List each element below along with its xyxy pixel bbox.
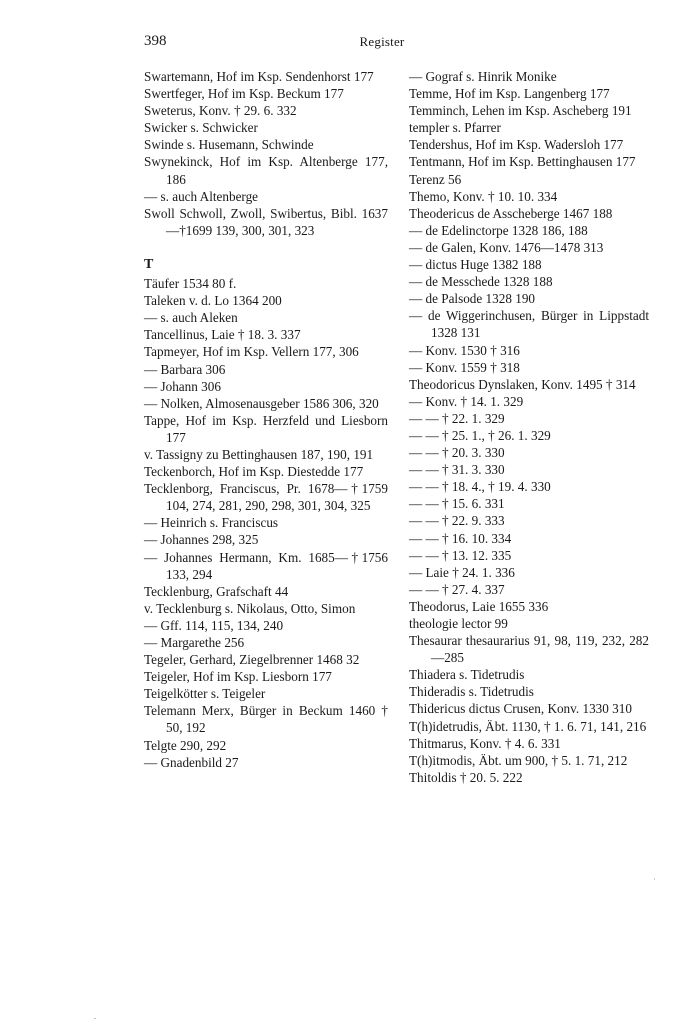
index-entry: Thiadera s. Tidetrudis bbox=[409, 667, 525, 683]
index-entry: — Margarethe 256 bbox=[144, 635, 245, 650]
index-entry: Tapmeyer, Hof im Ksp. Vellern 177, 306 bbox=[144, 344, 359, 360]
index-entry: T(h)itmodis, Äbt. um 900, † 5. 1. 71, 212 bbox=[409, 752, 628, 768]
index-entry: — de Wiggerinchusen, Bürger in Lippstadt 1328 131 bbox=[409, 308, 649, 341]
index-entry: Tegeler, Gerhard, Ziegelbrenner 1468 32 bbox=[144, 652, 360, 668]
index-entry: — de Palsode 1328 190 bbox=[409, 291, 536, 307]
index-entry: — Gograf s. Hinrik Monike bbox=[409, 69, 557, 84]
index-entry: Swynekinck, Hof im Ksp. Altenberge 177, 186 bbox=[144, 154, 388, 187]
letter-heading: T bbox=[144, 256, 154, 272]
index-entry: — Nolken, Almosenausgeber 1586 306, 320 bbox=[144, 395, 379, 411]
index-entry: Taleken v. d. Lo 1364 200 bbox=[144, 293, 282, 309]
index-entry: Tappe, Hof im Ksp. Herzfeld und Liesborn 177 bbox=[144, 412, 388, 445]
index-entry: Tecklenburg, Grafschaft 44 bbox=[144, 583, 289, 599]
index-entry: Thidericus dictus Crusen, Konv. 1330 310 bbox=[409, 701, 632, 717]
index-entry: T(h)idetrudis, Äbt. 1130, † 1. 6. 71, 141, 216 bbox=[409, 718, 647, 734]
index-entry: — Gff. 114, 115, 134, 240 bbox=[144, 617, 284, 633]
scan-speck bbox=[94, 1018, 96, 1019]
index-entry: Teigelkötter s. Teigeler bbox=[144, 686, 266, 702]
index-entry: Teckenborch, Hof im Ksp. Diestedde 177 bbox=[144, 464, 364, 480]
index-entry: — — † 16. 10. 334 bbox=[409, 530, 512, 546]
index-entry: — — † 22. 9. 333 bbox=[409, 513, 505, 529]
index-entry: Tancellinus, Laie † 18. 3. 337 bbox=[144, 327, 301, 343]
index-entry: Swicker s. Schwicker bbox=[144, 120, 258, 136]
index-entry: Thideradis s. Tidetrudis bbox=[409, 684, 534, 700]
index-entry: Tendershus, Hof im Ksp. Wadersloh 177 bbox=[409, 137, 624, 153]
index-entry: — dictus Huge 1382 188 bbox=[409, 257, 542, 273]
index-entry: — — † 25. 1., † 26. 1. 329 bbox=[409, 427, 551, 443]
scan-speck bbox=[654, 878, 655, 880]
page-number: 398 bbox=[144, 33, 167, 49]
index-entry: Thitmarus, Konv. † 4. 6. 331 bbox=[409, 735, 561, 751]
index-entry: Theodoricus Dynslaken, Konv. 1495 † 314 bbox=[409, 376, 636, 392]
index-entry: Telemann Merx, Bürger in Beckum 1460 † 50, 192 bbox=[144, 703, 388, 736]
index-entry: Telgte 290, 292 bbox=[144, 737, 227, 753]
index-entry: — s. auch Aleken bbox=[144, 310, 238, 326]
index-entry: — — † 18. 4., † 19. 4. 330 bbox=[409, 479, 551, 495]
running-head: Register bbox=[359, 34, 405, 49]
index-entry: — Johannes 298, 325 bbox=[144, 532, 259, 548]
index-entry: — Johannes Hermann, Km. 1685—†1756 133, 294 bbox=[144, 549, 388, 582]
index-entry: — Barbara 306 bbox=[144, 361, 226, 377]
index-entry: Themo, Konv. † 10. 10. 334 bbox=[409, 188, 558, 204]
index-entry: v. Tassigny zu Bettinghausen 187, 190, 191 bbox=[144, 446, 374, 462]
index-entry: Temminch, Lehen im Ksp. Ascheberg 191 bbox=[409, 103, 632, 119]
index-entry: — — † 31. 3. 330 bbox=[409, 462, 505, 478]
index-entry: v. Tecklenburg s. Nikolaus, Otto, Simon bbox=[144, 600, 356, 616]
index-entry: Tecklenborg, Franciscus, Pr. 1678—†1759 104, 274, 281, 290, 298, 301, 304, 325 bbox=[144, 481, 388, 514]
index-column-right bbox=[409, 68, 649, 786]
index-entry: theologie lector 99 bbox=[409, 616, 508, 631]
index-entry: Swoll Schwoll, Zwoll, Swibertus, Bibl. 1637—†1699 139, 300, 301, 323 bbox=[144, 205, 388, 238]
index-entry: — — † 13. 12. 335 bbox=[409, 547, 512, 563]
index-entry: — de Messchede 1328 188 bbox=[409, 274, 553, 290]
index-entry: — Konv. † 14. 1. 329 bbox=[409, 393, 524, 409]
index-entry: Teigeler, Hof im Ksp. Liesborn 177 bbox=[144, 669, 332, 685]
index-entry: Theodericus de Asscheberge 1467 188 bbox=[409, 205, 613, 221]
index-entry: — — † 15. 6. 331 bbox=[409, 496, 505, 512]
index-entry: — — † 20. 3. 330 bbox=[409, 445, 505, 461]
index-entry: Terenz 56 bbox=[409, 171, 462, 187]
index-entry: — Johann 306 bbox=[144, 378, 221, 394]
index-entry: Swertfeger, Hof im Ksp. Beckum 177 bbox=[144, 86, 344, 102]
index-entry: — Konv. 1559 † 318 bbox=[409, 359, 520, 375]
index-entry: Swartemann, Hof im Ksp. Sendenhorst 177 bbox=[144, 69, 374, 84]
index-entry: templer s. Pfarrer bbox=[409, 120, 501, 136]
index-entry: Thitoldis † 20. 5. 222 bbox=[409, 769, 523, 785]
index-entry: Thesaurar thesaurarius 91, 98, 119, 232, 282—285 bbox=[409, 633, 649, 666]
index-entry: Täufer 1534 80 f. bbox=[144, 276, 237, 292]
index-entry: — — † 22. 1. 329 bbox=[409, 410, 505, 426]
index-entry: Swinde s. Husemann, Schwinde bbox=[144, 137, 314, 153]
index-entry: — Konv. 1530 † 316 bbox=[409, 342, 520, 358]
index-entry: Tentmann, Hof im Ksp. Bettinghausen 177 bbox=[409, 154, 636, 170]
index-entry: — de Galen, Konv. 1476—1478 313 bbox=[409, 239, 604, 255]
index-entry: Theodorus, Laie 1655 336 bbox=[409, 598, 549, 614]
index-entry: — — † 27. 4. 337 bbox=[409, 581, 505, 597]
index-entry: — s. auch Altenberge bbox=[144, 188, 259, 204]
index-entry: — de Edelinctorpe 1328 186, 188 bbox=[409, 222, 588, 238]
index-entry: Sweterus, Konv. † 29. 6. 332 bbox=[144, 103, 297, 119]
index-entry: Temme, Hof im Ksp. Langenberg 177 bbox=[409, 86, 610, 102]
index-entry: — Gnadenbild 27 bbox=[144, 754, 239, 770]
index-column-left bbox=[144, 68, 388, 771]
index-entry: — Heinrich s. Franciscus bbox=[144, 515, 279, 531]
index-entry: — Laie † 24. 1. 336 bbox=[409, 564, 515, 580]
